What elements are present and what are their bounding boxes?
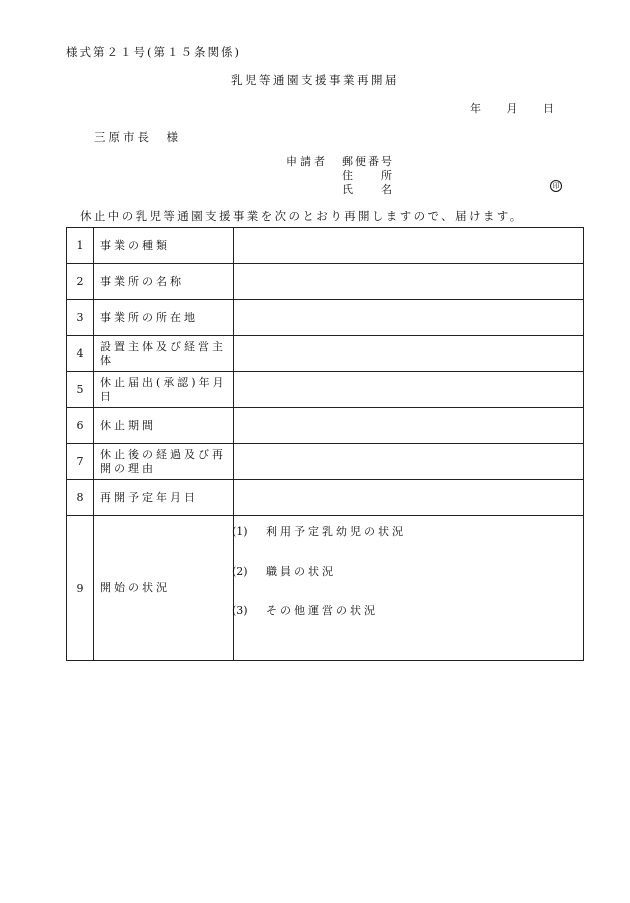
- table-row: [67, 444, 584, 480]
- row-value-cell[interactable]: [234, 228, 584, 264]
- row-label: 事業所の所在地: [94, 300, 234, 336]
- row-number: 7: [67, 444, 94, 480]
- name-label: 氏 名: [342, 183, 394, 196]
- row-value-cell[interactable]: [234, 372, 584, 408]
- table-row: [67, 228, 584, 264]
- applicant-label: 申請者: [286, 155, 328, 168]
- row-label: 再開予定年月日: [94, 480, 234, 516]
- row-number: 8: [67, 480, 94, 516]
- postal-code-label: 郵便番号: [342, 155, 394, 168]
- row-value-cell[interactable]: [234, 480, 584, 516]
- row-number: 1: [67, 228, 94, 264]
- status-item: [232, 563, 336, 579]
- status-text: その他運営の状況: [266, 604, 378, 617]
- table-row: [67, 372, 584, 408]
- items-table: [66, 227, 584, 661]
- table-row: [67, 264, 584, 300]
- table-row: [67, 408, 584, 444]
- row-value-cell[interactable]: [234, 336, 584, 372]
- date-line: 年 月 日: [470, 102, 554, 115]
- row-label: 休止期間: [94, 408, 234, 444]
- status-index: (2): [232, 565, 248, 578]
- status-item: [232, 523, 406, 539]
- table-row: [67, 480, 584, 516]
- row-label: 事業所の名称: [94, 264, 234, 300]
- status-text: 職員の状況: [266, 565, 336, 578]
- document-title: 乳児等通園支援事業再開届: [231, 73, 399, 87]
- address-label: 住 所: [342, 169, 394, 182]
- seal-mark: 印: [550, 180, 562, 192]
- form-number: 様式第２１号(第１５条関係): [66, 45, 241, 59]
- row-label: 設置主体及び経営主体: [94, 336, 234, 372]
- row-value-cell[interactable]: [234, 444, 584, 480]
- row-number: 2: [67, 264, 94, 300]
- row-label: 開始の状況: [94, 516, 234, 661]
- row-number: 4: [67, 336, 94, 372]
- addressee: 三原市長 様: [94, 130, 181, 144]
- status-index: (1): [232, 525, 248, 538]
- row-value-cell[interactable]: [234, 408, 584, 444]
- status-index: (3): [232, 604, 248, 617]
- row-label: 休止届出(承認)年月日: [94, 372, 234, 408]
- status-item: [232, 602, 378, 618]
- row-number: 5: [67, 372, 94, 408]
- row-value-cell[interactable]: [234, 264, 584, 300]
- table-row: [67, 300, 584, 336]
- row-number: 6: [67, 408, 94, 444]
- row-number: 9: [67, 516, 94, 661]
- row-number: 3: [67, 300, 94, 336]
- table-row: [67, 336, 584, 372]
- row-value-cell[interactable]: [234, 300, 584, 336]
- status-text: 利用予定乳幼児の状況: [266, 525, 406, 538]
- row-label: 休止後の経過及び再開の理由: [94, 444, 234, 480]
- row-label: 事業の種類: [94, 228, 234, 264]
- intro-text: 休止中の乳児等通園支援事業を次のとおり再開しますので、届けます。: [80, 209, 524, 223]
